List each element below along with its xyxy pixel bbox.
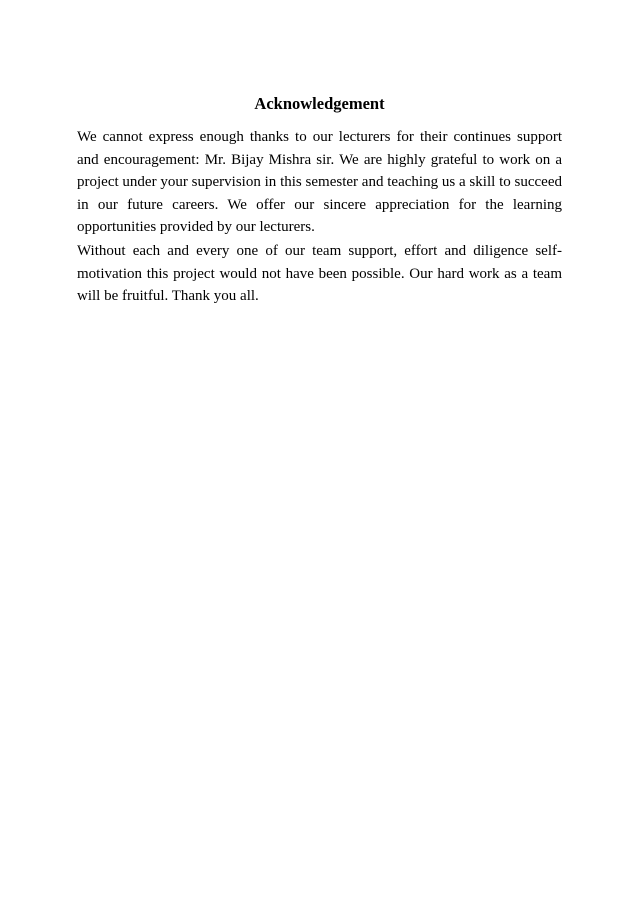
paragraph-team: Without each and every one of our team support, effort and diligence self-motivation this project would not have been possible. Our hard work as a team will be fruitful. Thank you all. [77, 243, 562, 304]
paragraph-thanks: We cannot express enough thanks to our lecturers for their continues support and encouragement: Mr. Bijay Mishra sir. We are highly grateful to work on a project under your supervision in this semester and teaching us a skill to succeed in our future careers. We offer our sincere appreciation for the learning opportunities provided by our lecturers. [77, 129, 562, 235]
page-title: Acknowledgement [254, 94, 385, 113]
